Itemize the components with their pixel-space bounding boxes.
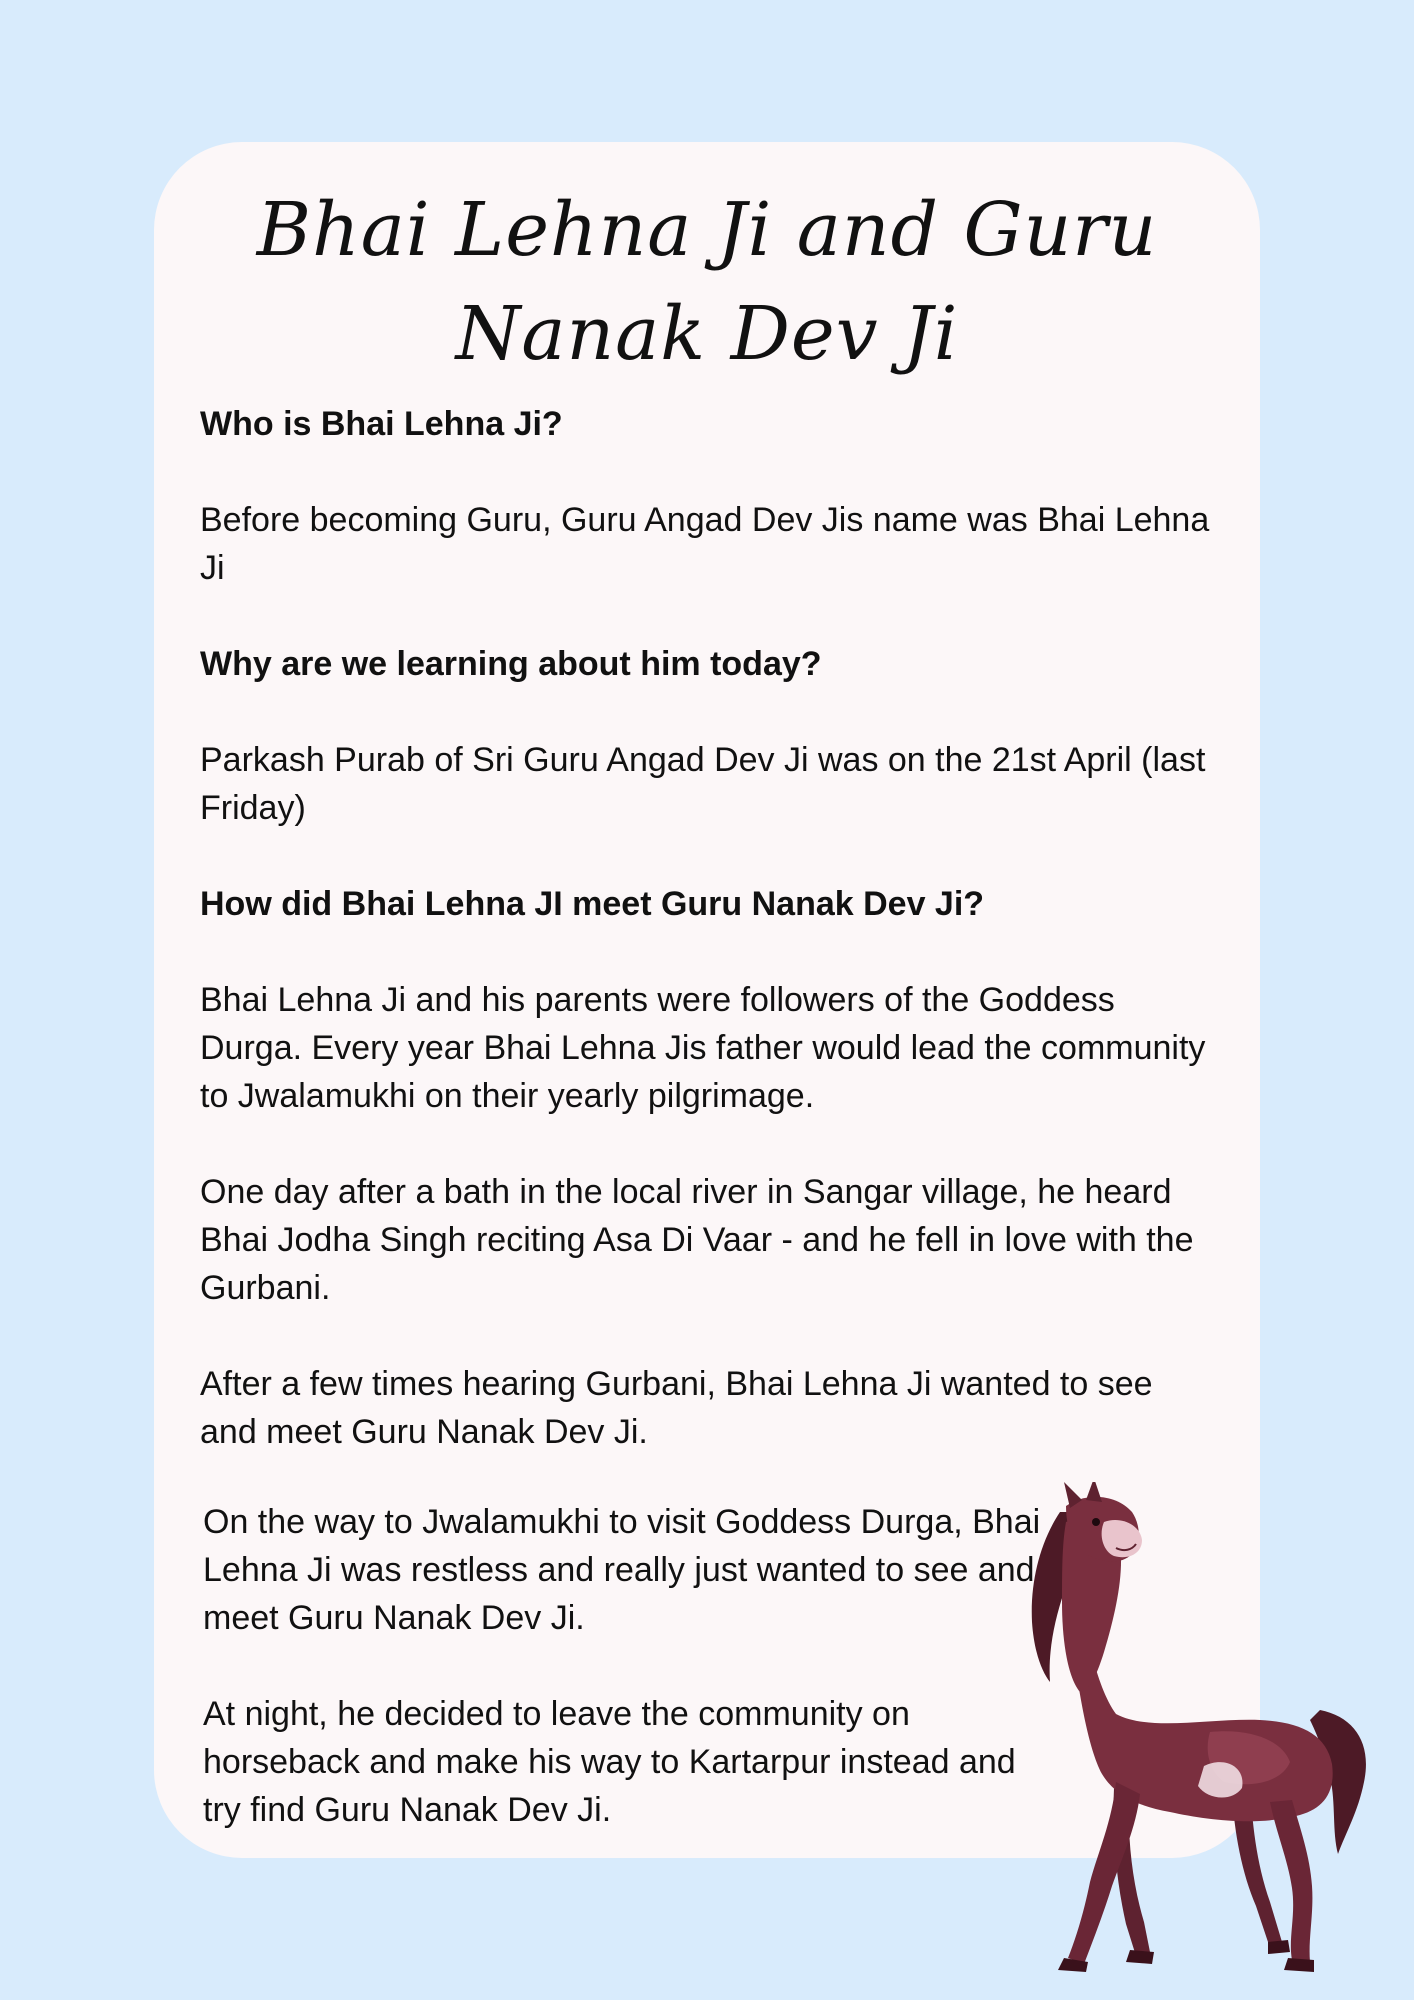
- paragraph-on-the-way: On the way to Jwalamukhi to visit Goddess Durga, Bhai Lehna Ji was restless and really just wanted to see and meet Guru Nanak Dev Ji.: [203, 1503, 1041, 1637]
- horse-icon: [1020, 1482, 1380, 1972]
- heading-why-learning: Why are we learning about him today?: [200, 645, 822, 683]
- paragraph-durga-followers: Bhai Lehna Ji and his parents were followers of the Goddess Durga. Every year Bhai Lehna Jis father would lead the community to Jwalamukhi on their yearly pilgrimage.: [200, 981, 1206, 1115]
- paragraph-at-night: At night, he decided to leave the community on horseback and make his way to Kartarpur instead and try find Guru Nanak Dev Ji.: [203, 1695, 1016, 1829]
- page-title: Bhai Lehna Ji and Guru Nanak Dev Ji: [256, 187, 1158, 377]
- paragraph-wanted-to-meet: After a few times hearing Gurbani, Bhai Lehna Ji wanted to see and meet Guru Nanak Dev Ji.: [200, 1365, 1153, 1451]
- heading-who-is-bhai-lehna: Who is Bhai Lehna Ji?: [200, 405, 563, 443]
- heading-how-did-they-meet: How did Bhai Lehna JI meet Guru Nanak Dev Ji?: [200, 885, 985, 923]
- paragraph-former-name: Before becoming Guru, Guru Angad Dev Jis name was Bhai Lehna Ji: [200, 501, 1210, 587]
- paragraph-asa-di-vaar: One day after a bath in the local river in Sangar village, he heard Bhai Jodha Singh reciting Asa Di Vaar - and he fell in love with the Gurbani.: [200, 1173, 1194, 1307]
- paragraph-parkash-purab: Parkash Purab of Sri Guru Angad Dev Ji was on the 21st April (last Friday): [200, 741, 1206, 827]
